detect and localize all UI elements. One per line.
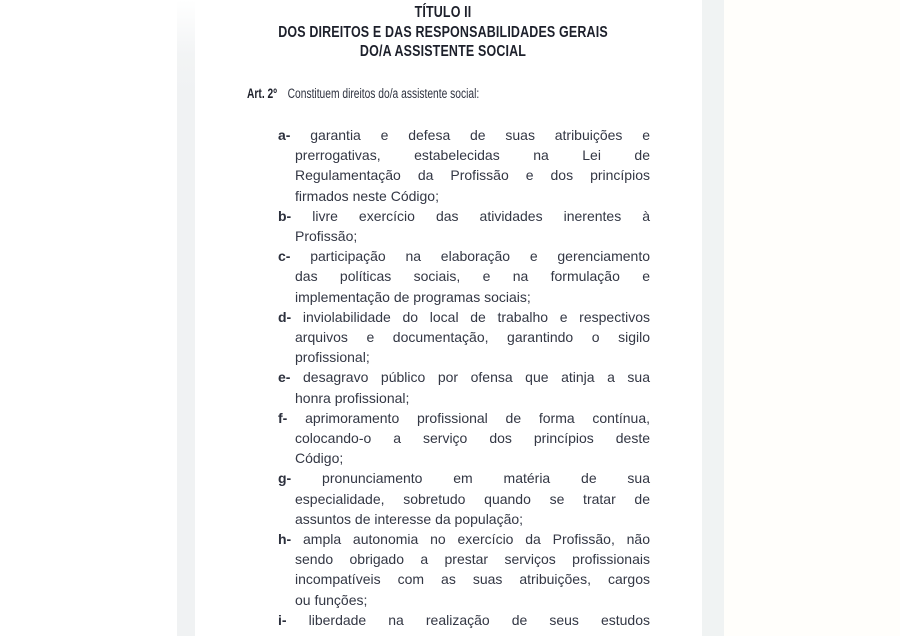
- item-line: [278, 246, 650, 266]
- item-line: Código;: [295, 450, 344, 467]
- item-text: aprimoramento profissional de forma contínua,: [305, 409, 650, 426]
- item-label: g-: [278, 470, 292, 487]
- item-text: livre exercício das atividades inerentes à: [312, 207, 650, 224]
- item-label: c-: [278, 248, 291, 265]
- item-text: participação na elaboração e gerenciamento: [310, 248, 651, 265]
- item-line: assuntos de interesse da população;: [295, 510, 524, 527]
- item-text: pronunciamento em matéria de sua: [322, 470, 651, 487]
- item-line: profissional;: [295, 349, 370, 366]
- rights-list: [278, 125, 650, 630]
- list-item-g: [278, 468, 650, 529]
- item-line: [278, 529, 650, 549]
- item-line: honra profissional;: [295, 389, 410, 406]
- item-line: prerrogativas, estabelecidas na Lei de: [295, 147, 650, 164]
- item-text: liberdade na realização de seus estudos: [308, 611, 650, 628]
- section-title: [236, 3, 649, 62]
- item-text: inviolabilidade do local de trabalho e respectivos: [302, 308, 650, 325]
- item-label: d-: [278, 308, 292, 325]
- item-line: implementação de programas sociais;: [295, 288, 531, 305]
- item-line: [278, 610, 650, 630]
- item-line: Profissão;: [295, 228, 358, 245]
- item-line: das políticas sociais, e na formulação e: [295, 268, 650, 285]
- item-label: a-: [278, 127, 291, 143]
- title-line-1: TÍTULO II: [414, 4, 472, 21]
- item-text: garantia e defesa de suas atribuições e: [310, 127, 651, 143]
- item-text: desagravo público por ofensa que atinja a sua: [303, 369, 650, 386]
- list-item-h: [278, 529, 650, 610]
- item-line: [278, 468, 650, 488]
- item-label: i-: [278, 611, 287, 628]
- item-line: [278, 206, 650, 226]
- title-line-2: DOS DIREITOS E DAS RESPONSABILIDADES GERAIS: [278, 23, 608, 41]
- item-line: especialidade, sobretudo quando se tratar de: [295, 490, 650, 507]
- list-item-i: [278, 610, 650, 630]
- list-item-c: [278, 246, 650, 307]
- item-line: sendo obrigado a prestar serviços profissionais: [295, 551, 650, 568]
- article-heading: [247, 84, 566, 104]
- item-text: ampla autonomia no exercício da Profissão, não: [303, 531, 651, 548]
- item-line: [278, 307, 650, 327]
- item-line: [278, 408, 650, 428]
- item-label: h-: [278, 531, 292, 548]
- item-line: incompatíveis com as suas atribuições, cargos: [295, 571, 650, 588]
- list-item-a: [278, 125, 650, 206]
- item-line: [278, 125, 650, 145]
- list-item-d: [278, 307, 650, 368]
- page-left-edge-shadow: [177, 0, 195, 636]
- title-line-3: DO/A ASSISTENTE SOCIAL: [359, 43, 527, 61]
- item-label: e-: [278, 369, 291, 386]
- item-line: ou funções;: [295, 591, 368, 608]
- list-item-e: [278, 367, 650, 407]
- item-line: firmados neste Código;: [295, 187, 439, 204]
- list-item-b: [278, 206, 650, 246]
- list-item-f: [278, 408, 650, 469]
- item-label: b-: [278, 207, 292, 224]
- scan-background-right: [724, 0, 900, 636]
- item-line: arquivos e documentação, garantindo o sigilo: [295, 329, 650, 346]
- item-label: f-: [278, 409, 288, 426]
- article-caput: Constituem direitos do/a assistente social:: [287, 86, 480, 101]
- item-line: Regulamentação da Profissão e dos princípios: [295, 167, 650, 184]
- item-line: [278, 367, 650, 387]
- article-number: Art. 2º: [247, 86, 277, 101]
- page-right-edge-shadow: [702, 0, 724, 636]
- item-line: colocando-o a serviço dos princípios deste: [295, 430, 650, 447]
